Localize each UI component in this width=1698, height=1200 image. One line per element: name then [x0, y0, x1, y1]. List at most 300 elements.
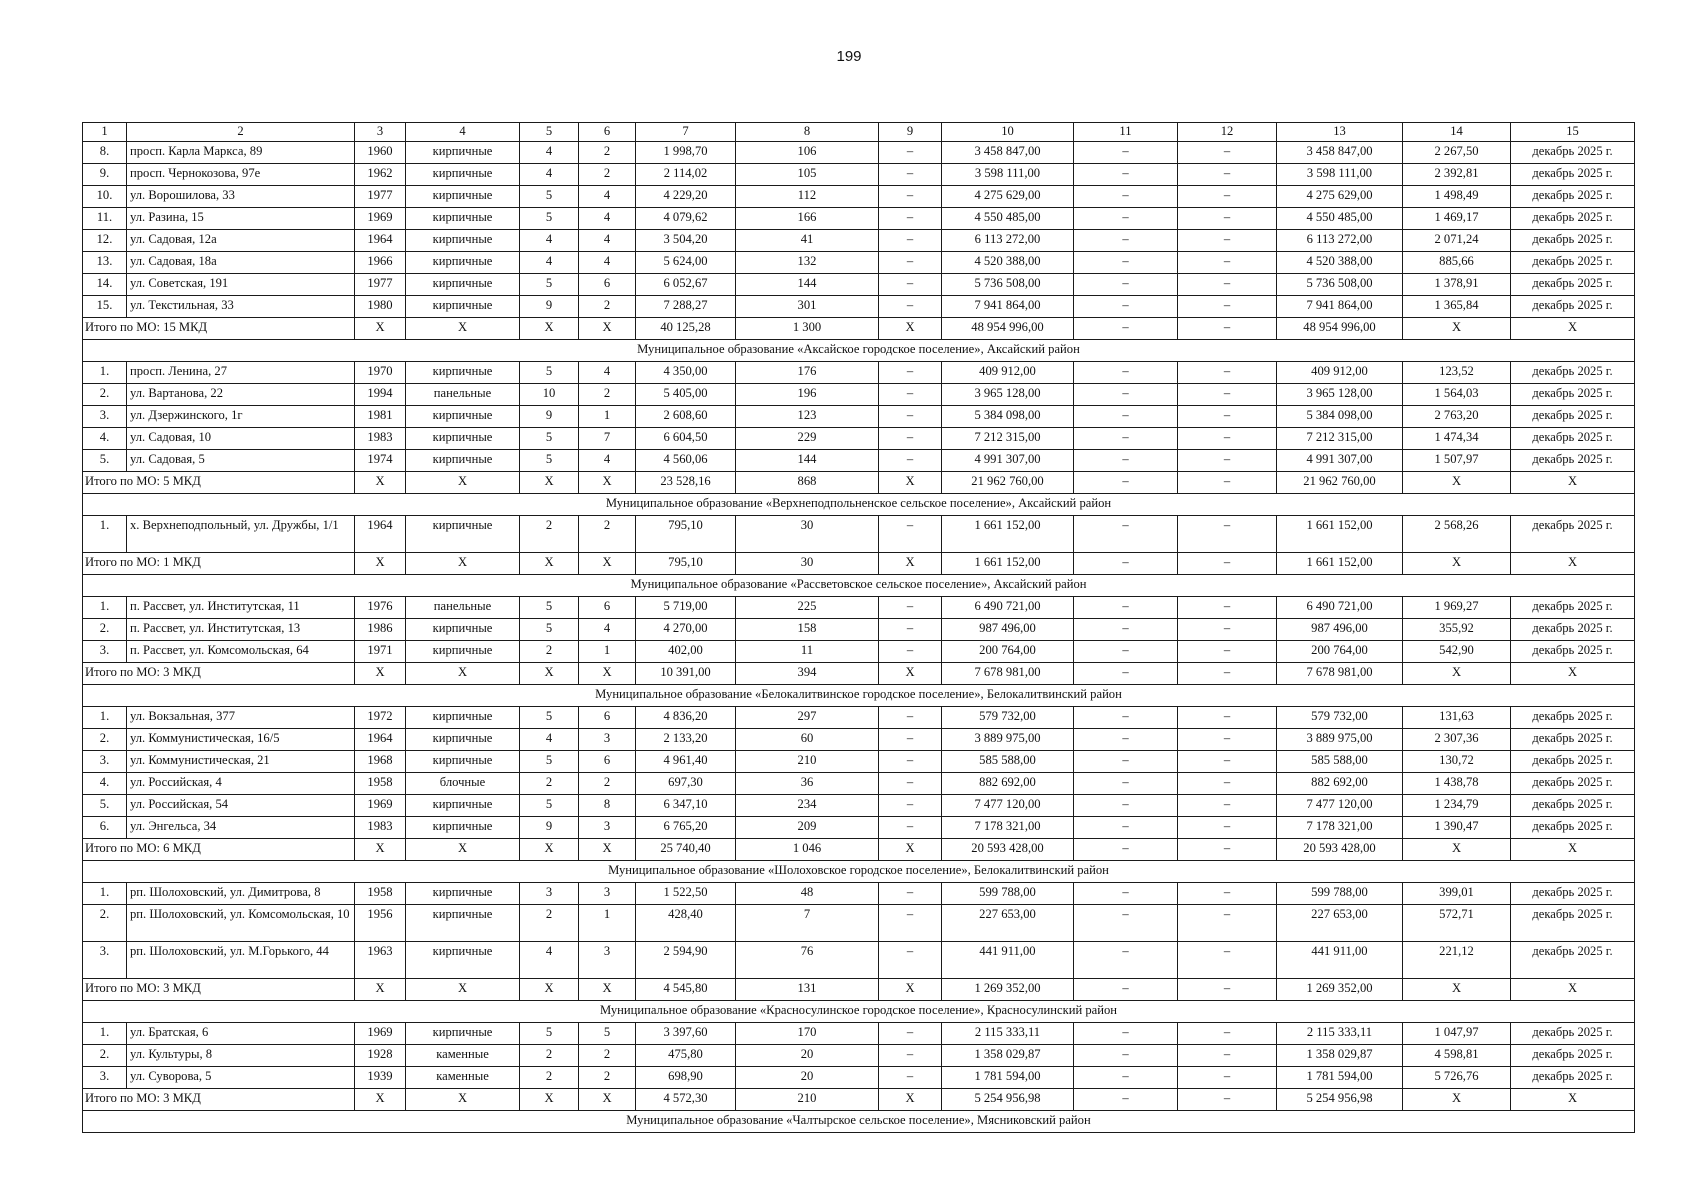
table-cell: –	[879, 274, 942, 296]
table-cell: 225	[736, 597, 879, 619]
table-cell: 1 474,34	[1403, 428, 1511, 450]
table-cell: 5	[520, 751, 579, 773]
address-cell: ул. Ворошилова, 33	[127, 186, 355, 208]
table-cell: декабрь 2025 г.	[1511, 597, 1635, 619]
table-cell: 176	[736, 362, 879, 384]
column-number: 13	[1277, 123, 1403, 142]
total-cell: X	[579, 979, 636, 1001]
table-cell: 4 350,00	[636, 362, 736, 384]
table-cell: 6 490 721,00	[1277, 597, 1403, 619]
table-cell: 1972	[355, 707, 406, 729]
table-cell: 4 270,00	[636, 619, 736, 641]
table-cell: 697,30	[636, 773, 736, 795]
table-cell: 7 477 120,00	[942, 795, 1074, 817]
total-cell: –	[1178, 1089, 1277, 1111]
table-cell: 234	[736, 795, 879, 817]
table-cell: –	[1074, 164, 1178, 186]
municipality-title: Муниципальное образование «Красносулинское городское поселение», Красносулинский район	[83, 1001, 1635, 1023]
column-number: 7	[636, 123, 736, 142]
total-cell: –	[1178, 472, 1277, 494]
table-cell: 3 458 847,00	[1277, 142, 1403, 164]
table-cell: 585 588,00	[1277, 751, 1403, 773]
table-cell: 4.	[83, 428, 127, 450]
table-cell: –	[1074, 1023, 1178, 1045]
table-cell: –	[879, 883, 942, 905]
municipality-total-row	[83, 318, 1635, 340]
table-cell: 4	[520, 142, 579, 164]
building-row	[83, 142, 1635, 164]
table-cell: 131,63	[1403, 707, 1511, 729]
table-cell: 8.	[83, 142, 127, 164]
address-cell: х. Верхнеподпольный, ул. Дружбы, 1/1	[127, 516, 355, 553]
table-cell: декабрь 2025 г.	[1511, 516, 1635, 553]
table-cell: –	[879, 1067, 942, 1089]
table-cell: 441 911,00	[942, 942, 1074, 979]
table-cell: декабрь 2025 г.	[1511, 296, 1635, 318]
table-cell: 7 178 321,00	[942, 817, 1074, 839]
table-cell: декабрь 2025 г.	[1511, 274, 1635, 296]
table-cell: 2	[579, 516, 636, 553]
table-cell: 1970	[355, 362, 406, 384]
table-cell: 2.	[83, 384, 127, 406]
total-cell: X	[1403, 553, 1511, 575]
building-row	[83, 1067, 1635, 1089]
table-cell: 7 178 321,00	[1277, 817, 1403, 839]
table-cell: декабрь 2025 г.	[1511, 1023, 1635, 1045]
table-cell: 36	[736, 773, 879, 795]
table-cell: –	[879, 362, 942, 384]
table-cell: –	[1178, 883, 1277, 905]
table-cell: декабрь 2025 г.	[1511, 707, 1635, 729]
table-cell: 6 765,20	[636, 817, 736, 839]
total-cell: –	[1074, 979, 1178, 1001]
total-cell: –	[1074, 553, 1178, 575]
total-label: Итого по МО: 3 МКД	[83, 1089, 355, 1111]
table-cell: –	[1074, 274, 1178, 296]
address-cell: рп. Шолоховский, ул. Димитрова, 8	[127, 883, 355, 905]
table-cell: 5	[520, 795, 579, 817]
table-cell: 2.	[83, 619, 127, 641]
table-cell: 5	[520, 186, 579, 208]
table-cell: 1 365,84	[1403, 296, 1511, 318]
table-cell: 1 661 152,00	[1277, 516, 1403, 553]
address-cell: ул. Коммунистическая, 21	[127, 751, 355, 773]
total-cell: X	[879, 979, 942, 1001]
table-cell: 3 397,60	[636, 1023, 736, 1045]
address-cell: ул. Садовая, 5	[127, 450, 355, 472]
total-cell: 210	[736, 1089, 879, 1111]
table-cell: 9	[520, 296, 579, 318]
table-cell: 2	[520, 1045, 579, 1067]
table-cell: 196	[736, 384, 879, 406]
total-cell: X	[1511, 979, 1635, 1001]
table-cell: 579 732,00	[942, 707, 1074, 729]
table-cell: 13.	[83, 252, 127, 274]
total-cell: 30	[736, 553, 879, 575]
table-cell: декабрь 2025 г.	[1511, 795, 1635, 817]
table-cell: 7 212 315,00	[942, 428, 1074, 450]
table-cell: 130,72	[1403, 751, 1511, 773]
total-cell: 23 528,16	[636, 472, 736, 494]
table-cell: –	[1074, 729, 1178, 751]
table-cell: 4 991 307,00	[1277, 450, 1403, 472]
table-cell: 409 912,00	[1277, 362, 1403, 384]
table-cell: кирпичные	[406, 450, 520, 472]
total-cell: 20 593 428,00	[942, 839, 1074, 861]
table-cell: 9	[520, 817, 579, 839]
address-cell: просп. Чернокозова, 97е	[127, 164, 355, 186]
table-cell: 2 267,50	[1403, 142, 1511, 164]
table-cell: 11.	[83, 208, 127, 230]
building-row	[83, 450, 1635, 472]
table-cell: –	[879, 707, 942, 729]
table-cell: 5	[520, 208, 579, 230]
table-cell: 399,01	[1403, 883, 1511, 905]
building-row	[83, 164, 1635, 186]
building-row	[83, 817, 1635, 839]
table-cell: –	[1178, 773, 1277, 795]
municipality-title: Муниципальное образование «Аксайское городское поселение», Аксайский район	[83, 340, 1635, 362]
table-cell: 5 624,00	[636, 252, 736, 274]
municipality-total-row	[83, 472, 1635, 494]
table-cell: 48	[736, 883, 879, 905]
total-cell: 4 572,30	[636, 1089, 736, 1111]
total-cell: 1 046	[736, 839, 879, 861]
address-cell: рп. Шолоховский, ул. М.Горького, 44	[127, 942, 355, 979]
table-cell: –	[879, 516, 942, 553]
table-cell: 5 736 508,00	[942, 274, 1074, 296]
table-cell: 105	[736, 164, 879, 186]
table-cell: 987 496,00	[1277, 619, 1403, 641]
table-cell: 5	[520, 450, 579, 472]
table-cell: 2	[579, 164, 636, 186]
municipality-title: Муниципальное образование «Верхнеподпольненское сельское поселение», Аксайский район	[83, 494, 1635, 516]
total-label: Итого по МО: 6 МКД	[83, 839, 355, 861]
total-cell: –	[1074, 1089, 1178, 1111]
table-cell: 7 288,27	[636, 296, 736, 318]
building-row	[83, 208, 1635, 230]
table-cell: –	[1074, 142, 1178, 164]
total-cell: X	[879, 318, 942, 340]
total-label: Итого по МО: 15 МКД	[83, 318, 355, 340]
total-cell: X	[355, 472, 406, 494]
total-cell: –	[1178, 839, 1277, 861]
table-cell: 2	[579, 142, 636, 164]
table-cell: –	[1178, 296, 1277, 318]
table-cell: –	[879, 597, 942, 619]
table-cell: 1962	[355, 164, 406, 186]
building-row	[83, 751, 1635, 773]
total-cell: 1 661 152,00	[1277, 553, 1403, 575]
table-cell: 882 692,00	[1277, 773, 1403, 795]
table-cell: –	[1178, 252, 1277, 274]
table-cell: 5	[579, 1023, 636, 1045]
table-cell: 1981	[355, 406, 406, 428]
table-body	[83, 123, 1635, 1133]
table-cell: 4	[520, 942, 579, 979]
total-cell: –	[1178, 553, 1277, 575]
table-cell: 227 653,00	[1277, 905, 1403, 942]
table-cell: 1964	[355, 230, 406, 252]
table-cell: кирпичные	[406, 230, 520, 252]
table-cell: 3	[579, 942, 636, 979]
table-cell: –	[879, 450, 942, 472]
total-cell: –	[1178, 663, 1277, 685]
address-cell: ул. Российская, 54	[127, 795, 355, 817]
table-cell: –	[1178, 186, 1277, 208]
table-cell: –	[1074, 641, 1178, 663]
building-row	[83, 186, 1635, 208]
table-cell: кирпичные	[406, 296, 520, 318]
table-cell: 7 941 864,00	[942, 296, 1074, 318]
building-row	[83, 795, 1635, 817]
total-cell: X	[1403, 979, 1511, 1001]
table-cell: 166	[736, 208, 879, 230]
table-cell: 1977	[355, 186, 406, 208]
table-cell: 355,92	[1403, 619, 1511, 641]
total-cell: X	[520, 553, 579, 575]
municipality-section-header	[83, 861, 1635, 883]
table-cell: 1966	[355, 252, 406, 274]
table-cell: кирпичные	[406, 164, 520, 186]
table-cell: 2 594,90	[636, 942, 736, 979]
table-cell: –	[1074, 773, 1178, 795]
column-number-row	[83, 123, 1635, 142]
table-cell: 6 052,67	[636, 274, 736, 296]
table-cell: 2 608,60	[636, 406, 736, 428]
table-cell: 5 405,00	[636, 384, 736, 406]
table-cell: –	[1074, 1067, 1178, 1089]
table-cell: 14.	[83, 274, 127, 296]
table-cell: –	[879, 1023, 942, 1045]
table-cell: каменные	[406, 1045, 520, 1067]
total-cell: 4 545,80	[636, 979, 736, 1001]
table-cell: 1980	[355, 296, 406, 318]
table-cell: 1 781 594,00	[1277, 1067, 1403, 1089]
table-cell: 1 358 029,87	[942, 1045, 1074, 1067]
address-cell: ул. Садовая, 12а	[127, 230, 355, 252]
total-cell: 5 254 956,98	[942, 1089, 1074, 1111]
table-cell: –	[1178, 384, 1277, 406]
total-cell: X	[520, 318, 579, 340]
table-cell: 60	[736, 729, 879, 751]
table-cell: 5	[520, 274, 579, 296]
table-cell: 20	[736, 1067, 879, 1089]
table-cell: 112	[736, 186, 879, 208]
table-cell: 6 113 272,00	[942, 230, 1074, 252]
total-cell: X	[1511, 663, 1635, 685]
table-cell: –	[879, 428, 942, 450]
total-cell: X	[1403, 318, 1511, 340]
building-row	[83, 406, 1635, 428]
address-cell: ул. Садовая, 18а	[127, 252, 355, 274]
table-cell: 4 598,81	[1403, 1045, 1511, 1067]
table-cell: 5 384 098,00	[1277, 406, 1403, 428]
total-cell: –	[1074, 472, 1178, 494]
table-cell: 9	[520, 406, 579, 428]
table-cell: –	[1178, 208, 1277, 230]
page-number: 199	[836, 48, 862, 65]
table-cell: 4.	[83, 773, 127, 795]
total-cell: 48 954 996,00	[942, 318, 1074, 340]
table-cell: 6 604,50	[636, 428, 736, 450]
building-row	[83, 1023, 1635, 1045]
table-cell: 3.	[83, 942, 127, 979]
table-cell: 5	[520, 428, 579, 450]
address-cell: просп. Ленина, 27	[127, 362, 355, 384]
table-cell: –	[879, 142, 942, 164]
table-cell: декабрь 2025 г.	[1511, 142, 1635, 164]
table-cell: 2	[520, 1067, 579, 1089]
building-row	[83, 384, 1635, 406]
table-cell: кирпичные	[406, 883, 520, 905]
table-cell: декабрь 2025 г.	[1511, 164, 1635, 186]
total-cell: X	[406, 472, 520, 494]
table-cell: 4 550 485,00	[942, 208, 1074, 230]
address-cell: ул. Энгельса, 34	[127, 817, 355, 839]
total-cell: X	[1511, 553, 1635, 575]
table-cell: 4 550 485,00	[1277, 208, 1403, 230]
table-cell: 1994	[355, 384, 406, 406]
table-cell: 2.	[83, 905, 127, 942]
municipality-total-row	[83, 1089, 1635, 1111]
table-cell: декабрь 2025 г.	[1511, 186, 1635, 208]
table-cell: 1977	[355, 274, 406, 296]
building-row	[83, 729, 1635, 751]
table-cell: декабрь 2025 г.	[1511, 406, 1635, 428]
table-cell: 4	[520, 230, 579, 252]
total-cell: X	[406, 553, 520, 575]
table-cell: 3	[579, 883, 636, 905]
table-cell: –	[1178, 142, 1277, 164]
table-cell: кирпичные	[406, 186, 520, 208]
table-cell: 229	[736, 428, 879, 450]
table-cell: 200 764,00	[942, 641, 1074, 663]
table-cell: 4 991 307,00	[942, 450, 1074, 472]
table-cell: 1 469,17	[1403, 208, 1511, 230]
total-cell: X	[520, 839, 579, 861]
total-cell: 1 269 352,00	[942, 979, 1074, 1001]
table-cell: 4 275 629,00	[942, 186, 1074, 208]
table-cell: 5.	[83, 795, 127, 817]
table-cell: 5	[520, 362, 579, 384]
table-cell: декабрь 2025 г.	[1511, 729, 1635, 751]
table-cell: 1958	[355, 773, 406, 795]
table-cell: –	[1178, 362, 1277, 384]
building-row	[83, 773, 1635, 795]
address-cell: ул. Культуры, 8	[127, 1045, 355, 1067]
table-cell: декабрь 2025 г.	[1511, 384, 1635, 406]
table-cell: 2	[579, 296, 636, 318]
table-cell: 2	[520, 516, 579, 553]
table-cell: –	[1074, 296, 1178, 318]
table-cell: декабрь 2025 г.	[1511, 1045, 1635, 1067]
table-cell: кирпичные	[406, 252, 520, 274]
total-cell: X	[520, 1089, 579, 1111]
total-cell: X	[579, 318, 636, 340]
total-cell: X	[355, 839, 406, 861]
column-number: 4	[406, 123, 520, 142]
table-cell: 1956	[355, 905, 406, 942]
table-cell: 6 347,10	[636, 795, 736, 817]
total-cell: X	[406, 1089, 520, 1111]
table-cell: –	[1074, 1045, 1178, 1067]
table-cell: 1 390,47	[1403, 817, 1511, 839]
table-cell: 3 458 847,00	[942, 142, 1074, 164]
column-number: 9	[879, 123, 942, 142]
table-cell: 542,90	[1403, 641, 1511, 663]
table-cell: 1 998,70	[636, 142, 736, 164]
table-cell: 30	[736, 516, 879, 553]
table-cell: кирпичные	[406, 707, 520, 729]
total-cell: X	[1403, 1089, 1511, 1111]
municipality-total-row	[83, 553, 1635, 575]
table-cell: 4	[579, 186, 636, 208]
total-cell: X	[355, 318, 406, 340]
table-cell: 2	[579, 1045, 636, 1067]
table-cell: 301	[736, 296, 879, 318]
table-cell: –	[1178, 729, 1277, 751]
table-cell: 1968	[355, 751, 406, 773]
table-cell: 8	[579, 795, 636, 817]
municipality-title: Муниципальное образование «Рассветовское сельское поселение», Аксайский район	[83, 575, 1635, 597]
table-cell: 5 719,00	[636, 597, 736, 619]
column-number: 12	[1178, 123, 1277, 142]
column-number: 2	[127, 123, 355, 142]
table-cell: 5 384 098,00	[942, 406, 1074, 428]
table-cell: 4 229,20	[636, 186, 736, 208]
table-cell: 6.	[83, 817, 127, 839]
address-cell: ул. Дзержинского, 1г	[127, 406, 355, 428]
table-cell: 3.	[83, 1067, 127, 1089]
table-cell: 158	[736, 619, 879, 641]
table-cell: 7 212 315,00	[1277, 428, 1403, 450]
table-cell: 5	[520, 707, 579, 729]
table-cell: –	[1074, 751, 1178, 773]
building-row	[83, 597, 1635, 619]
table-cell: 2 115 333,11	[942, 1023, 1074, 1045]
table-cell: 1.	[83, 597, 127, 619]
table-cell: 9.	[83, 164, 127, 186]
table-cell: 1969	[355, 795, 406, 817]
total-cell: 40 125,28	[636, 318, 736, 340]
table-cell: 1 781 594,00	[942, 1067, 1074, 1089]
table-cell: 2	[520, 905, 579, 942]
table-cell: –	[879, 641, 942, 663]
municipality-section-header	[83, 1111, 1635, 1133]
table-cell: 1 564,03	[1403, 384, 1511, 406]
total-cell: X	[355, 1089, 406, 1111]
table-cell: 7	[579, 428, 636, 450]
table-cell: –	[1074, 208, 1178, 230]
table-cell: 209	[736, 817, 879, 839]
total-cell: 394	[736, 663, 879, 685]
address-cell: п. Рассвет, ул. Комсомольская, 64	[127, 641, 355, 663]
municipality-title: Муниципальное образование «Белокалитвинское городское поселение», Белокалитвинский район	[83, 685, 1635, 707]
total-cell: X	[579, 663, 636, 685]
table-cell: кирпичные	[406, 817, 520, 839]
table-cell: 5	[520, 597, 579, 619]
address-cell: п. Рассвет, ул. Институтская, 11	[127, 597, 355, 619]
total-cell: –	[1178, 979, 1277, 1001]
table-cell: панельные	[406, 597, 520, 619]
table-cell: 4	[520, 252, 579, 274]
table-cell: 1 378,91	[1403, 274, 1511, 296]
table-cell: кирпичные	[406, 208, 520, 230]
table-cell: декабрь 2025 г.	[1511, 252, 1635, 274]
table-cell: –	[1074, 362, 1178, 384]
table-cell: декабрь 2025 г.	[1511, 619, 1635, 641]
